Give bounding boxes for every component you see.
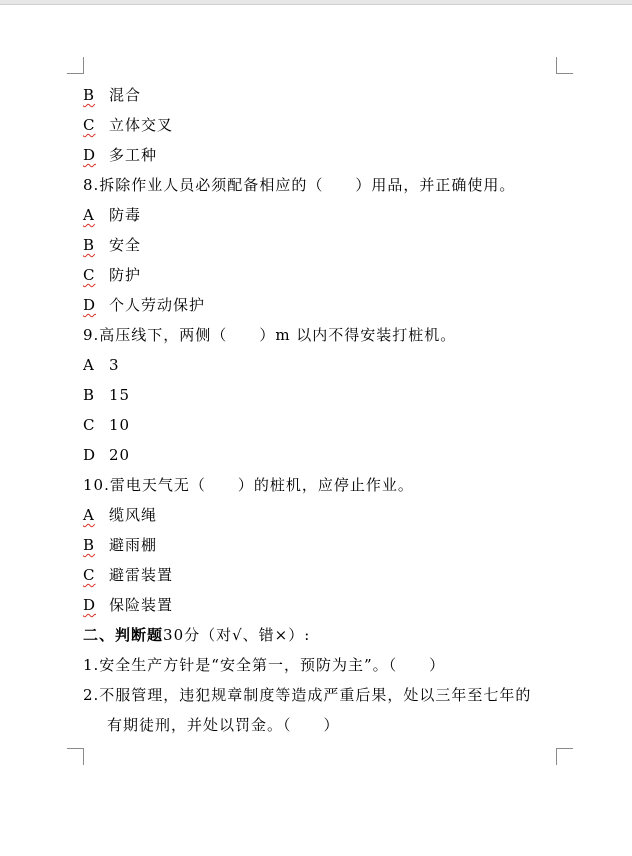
q10-option-d: D 保险装置 <box>83 596 174 614</box>
crop-mark-bottom-right <box>556 748 573 765</box>
page-top-edge <box>0 0 632 5</box>
section-heading-judgment: 二、判断题30分（对√、错×）: <box>83 626 311 644</box>
document-body <box>83 80 563 740</box>
option-d-multi-trade: D 多工种 <box>83 146 158 164</box>
q9-option-c: C 10 <box>83 416 131 434</box>
question-9: 9.高压线下，两侧（ ）m 以内不得安装打桩机。 <box>83 326 457 344</box>
q10-option-a: A 缆风绳 <box>83 506 158 524</box>
crop-mark-bottom-left <box>67 748 84 765</box>
q10-option-b: B 避雨棚 <box>83 536 158 554</box>
option-b-mixed: B 混合 <box>83 86 142 104</box>
q8-option-c: C 防护 <box>83 266 142 284</box>
question-10: 10.雷电天气无（ ）的桩机，应停止作业。 <box>83 476 414 494</box>
q8-option-d: D 个人劳动保护 <box>83 296 206 314</box>
option-c-crossing: C 立体交叉 <box>83 116 174 134</box>
judge-question-2-line-2: 有期徒刑，并处以罚金。（ ） <box>107 716 340 734</box>
question-8: 8.拆除作业人员必须配备相应的（ ）用品，并正确使用。 <box>83 176 516 194</box>
q9-option-b: B 15 <box>83 386 131 404</box>
crop-mark-top-left <box>67 57 84 74</box>
q10-option-c: C 避雷装置 <box>83 566 174 584</box>
q9-option-d: D 20 <box>83 446 131 464</box>
q9-option-a: A 3 <box>83 356 120 374</box>
q8-option-b: B 安全 <box>83 236 142 254</box>
judge-question-2-line-1: 2.不服管理，违犯规章制度等造成严重后果，处以三年至七年的 <box>83 686 532 704</box>
crop-mark-top-right <box>556 57 573 74</box>
q8-option-a: A 防毒 <box>83 206 142 224</box>
judge-question-1: 1.安全生产方针是“安全第一，预防为主”。（ ） <box>83 656 446 674</box>
